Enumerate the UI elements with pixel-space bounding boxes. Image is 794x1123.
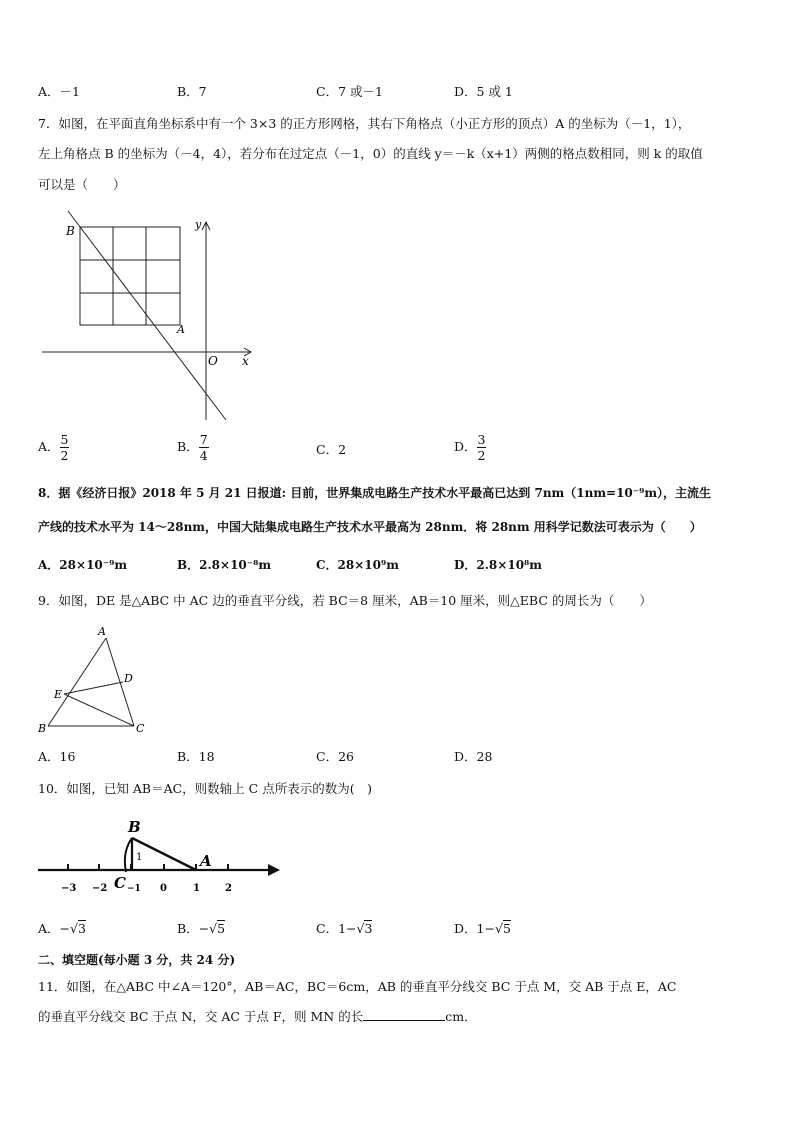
q8-option-d: D．2.8×10⁸m bbox=[454, 558, 542, 572]
q8-text-line1: 8．据《经济日报》2018 年 5 月 21 日报道: 目前，世界集成电路生产技术水平最高已达到 7nm（1nm=10⁻⁹m），主流生 bbox=[38, 486, 712, 500]
q9-option-c: C．26 bbox=[316, 749, 354, 764]
label-c: C bbox=[114, 874, 126, 892]
q8-option-c: C．28×10⁹m bbox=[316, 558, 399, 572]
label-a: A bbox=[177, 323, 185, 336]
tick-0: 0 bbox=[160, 883, 167, 894]
tick-1: 1 bbox=[193, 883, 200, 894]
q10-option-c: C．1−√3 bbox=[316, 921, 373, 936]
q9-option-a: A．16 bbox=[38, 749, 76, 764]
q10-numberline-figure bbox=[34, 812, 284, 898]
label-a: A bbox=[200, 852, 212, 870]
label-d: D bbox=[124, 672, 133, 685]
tick-neg3: −3 bbox=[61, 883, 77, 894]
q10-option-a: A．−√3 bbox=[38, 921, 86, 936]
label-e: E bbox=[54, 688, 63, 701]
label-one: 1 bbox=[136, 852, 143, 863]
q7-grid-figure bbox=[38, 205, 268, 430]
q11-text-line1: 11．如图，在△ABC 中∠A＝120°，AB＝AC，BC＝6cm，AB 的垂直平分线交 BC 于点 M，交 AB 于点 E，AC bbox=[38, 979, 677, 994]
q7-option-b: B． $\frac{7}{4}$ bbox=[177, 432, 208, 463]
label-c: C bbox=[136, 722, 145, 735]
q9-option-b: B．18 bbox=[177, 749, 215, 764]
q10-option-b: B．−√5 bbox=[177, 921, 226, 936]
tick-neg1: −1 bbox=[127, 884, 141, 894]
q11-text-line2: 的垂直平分线交 BC 于点 N，交 AC 于点 F，则 MN 的长 cm． bbox=[38, 1009, 477, 1024]
q6-option-c: C．7 或－1 bbox=[316, 84, 383, 99]
q9-option-d: D．28 bbox=[454, 749, 493, 764]
tick-2: 2 bbox=[225, 883, 232, 894]
q7-text-line2: 左上角格点 B 的坐标为（－4，4），若分布在过定点（－1，0）的直线 y＝－k（x+1）两侧的格点数相同，则 k 的取值 bbox=[38, 146, 703, 161]
q9-triangle-figure bbox=[34, 620, 159, 738]
q7-option-c: C．2 bbox=[316, 442, 347, 457]
line-y-kx1 bbox=[68, 211, 226, 420]
label-b: B bbox=[128, 818, 141, 836]
label-o: O bbox=[208, 354, 218, 368]
q6-option-d: D．5 或 1 bbox=[454, 84, 513, 99]
label-x: x bbox=[242, 354, 249, 368]
answer-blank[interactable] bbox=[363, 1008, 445, 1021]
q8-option-b: B．2.8×10⁻⁸m bbox=[177, 558, 272, 572]
q10-text: 10．如图，已知 AB＝AC，则数轴上 C 点所表示的数为( ) bbox=[38, 781, 372, 796]
q10-option-d: D．1−√5 bbox=[454, 921, 511, 936]
q6-option-b: B．7 bbox=[177, 84, 207, 99]
tick-neg2: −2 bbox=[92, 883, 108, 894]
label-b: B bbox=[66, 224, 75, 238]
label-y: y bbox=[195, 218, 202, 231]
grid-outer bbox=[80, 227, 180, 325]
axis-arrow-icon bbox=[268, 864, 280, 876]
section-heading: 二、填空题(每小题 3 分，共 24 分) bbox=[38, 953, 236, 967]
label-b: B bbox=[38, 722, 47, 735]
q7-text-line3: 可以是（ ） bbox=[38, 177, 126, 192]
q6-option-a: A．－1 bbox=[38, 84, 80, 99]
q8-text-line2: 产线的技术水平为 14～28nm，中国大陆集成电路生产技术水平最高为 28nm．将 28nm 用科学记数法可表示为（ ） bbox=[38, 520, 702, 534]
q7-text-line1: 7．如图，在平面直角坐标系中有一个 3×3 的正方形网格，其右下角格点（小正方形的顶点）A 的坐标为（－1，1）， bbox=[38, 116, 691, 131]
label-a: A bbox=[98, 625, 106, 638]
q9-text: 9．如图，DE 是△ABC 中 AC 边的垂直平分线，若 BC＝8 厘米，AB＝10 厘米，则△EBC 的周长为（ ） bbox=[38, 593, 652, 608]
q8-option-a: A．28×10⁻⁹m bbox=[38, 558, 128, 572]
q7-option-a: A． $\frac{5}{2}$ bbox=[38, 432, 69, 463]
q7-option-d: D． $\frac{3}{2}$ bbox=[454, 432, 486, 463]
